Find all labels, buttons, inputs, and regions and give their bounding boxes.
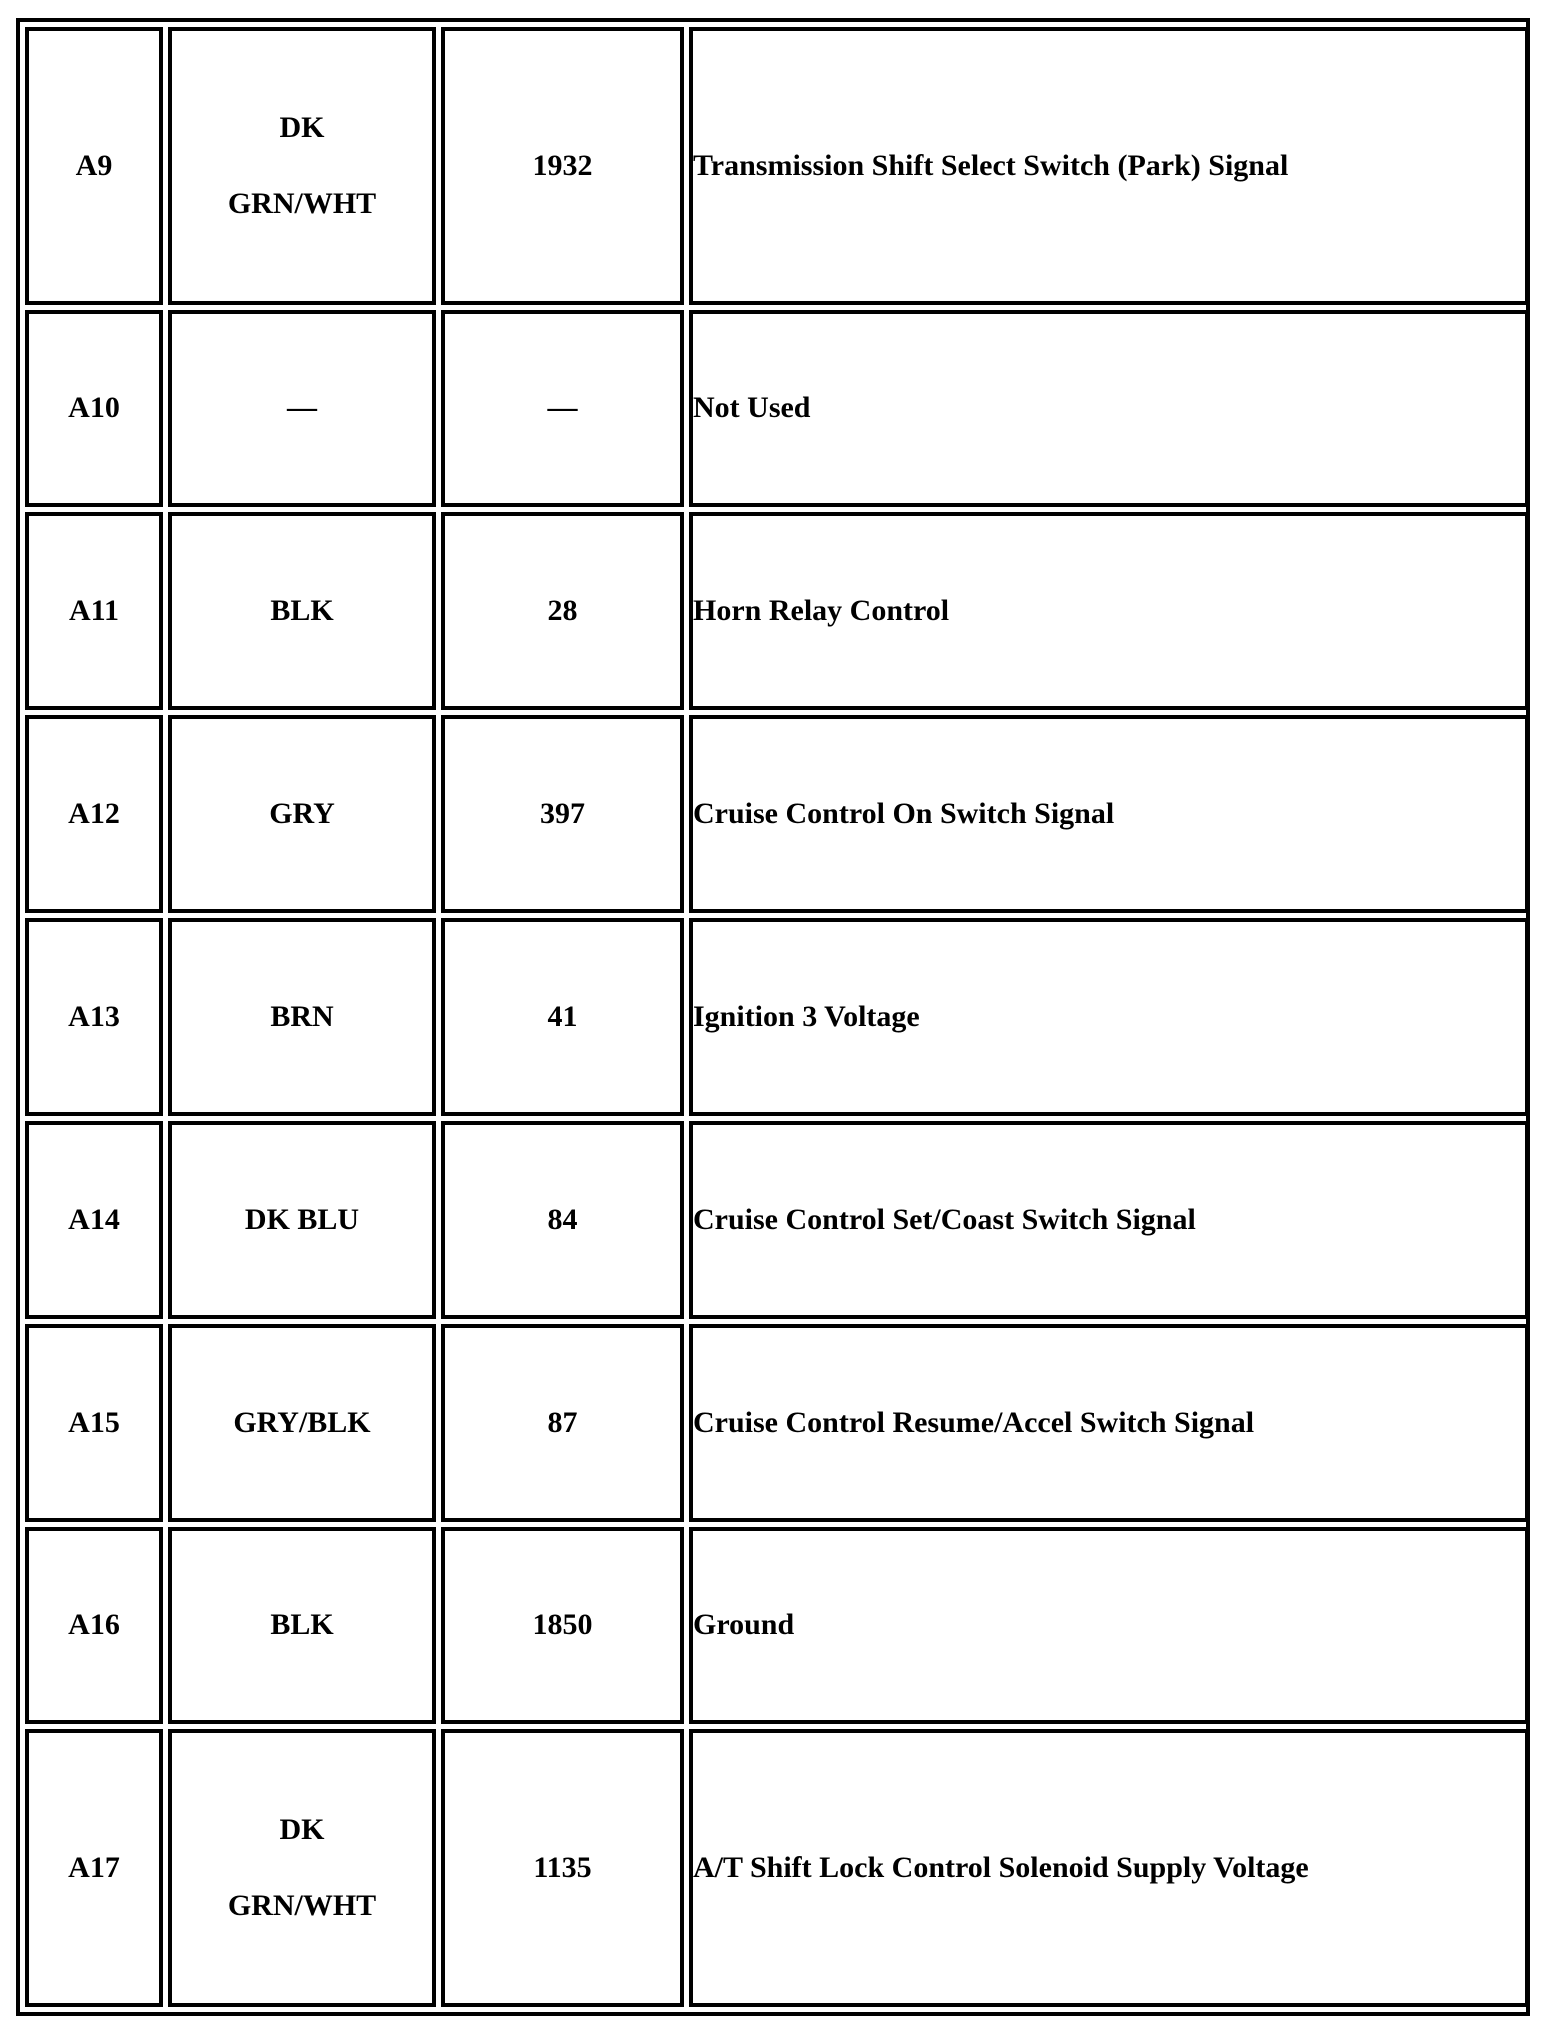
wire-color-cell bbox=[168, 918, 436, 1116]
wire-color-text: DK bbox=[279, 110, 325, 144]
function-cell: Horn Relay Control bbox=[689, 512, 1529, 710]
wire-color-lines bbox=[172, 1587, 432, 1663]
wire-color-lines bbox=[172, 1182, 432, 1258]
pin-cell: A10 bbox=[25, 310, 163, 508]
circuit-number-cell: 1932 bbox=[441, 27, 684, 305]
pin-cell: A11 bbox=[25, 512, 163, 710]
pin-cell: A13 bbox=[25, 918, 163, 1116]
wire-color-lines bbox=[172, 979, 432, 1055]
function-cell: Ground bbox=[689, 1527, 1529, 1725]
wire-color-text: BLK bbox=[270, 1608, 334, 1642]
function-cell: Cruise Control Resume/Accel Switch Signal bbox=[689, 1324, 1529, 1522]
circuit-number-cell: — bbox=[441, 310, 684, 508]
circuit-number-cell: 1135 bbox=[441, 1729, 684, 2007]
circuit-number-cell: 28 bbox=[441, 512, 684, 710]
pin-cell: A9 bbox=[25, 27, 163, 305]
table-row bbox=[25, 1324, 1529, 1522]
function-cell: A/T Shift Lock Control Solenoid Supply Voltage bbox=[689, 1729, 1529, 2007]
table-row bbox=[25, 512, 1529, 710]
wire-color-lines bbox=[172, 90, 432, 242]
wire-color-cell bbox=[168, 715, 436, 913]
function-cell: Ignition 3 Voltage bbox=[689, 918, 1529, 1116]
function-cell: Not Used bbox=[689, 310, 1529, 508]
function-cell: Transmission Shift Select Switch (Park) Signal bbox=[689, 27, 1529, 305]
wire-color-text: DK bbox=[279, 1813, 325, 1847]
circuit-number-cell: 1850 bbox=[441, 1527, 684, 1725]
table-row bbox=[25, 918, 1529, 1116]
table-row bbox=[25, 27, 1529, 305]
wire-color-text: BRN bbox=[270, 999, 334, 1033]
table-row bbox=[25, 1729, 1529, 2007]
table-row bbox=[25, 1121, 1529, 1319]
wire-color-lines bbox=[172, 370, 432, 446]
function-cell: Cruise Control Set/Coast Switch Signal bbox=[689, 1121, 1529, 1319]
wire-color-cell bbox=[168, 310, 436, 508]
wire-color-cell bbox=[168, 1729, 436, 2007]
pin-cell: A16 bbox=[25, 1527, 163, 1725]
pin-cell: A14 bbox=[25, 1121, 163, 1319]
wire-color-cell bbox=[168, 1121, 436, 1319]
wire-color-lines bbox=[172, 573, 432, 649]
wire-color-text: GRY/BLK bbox=[233, 1405, 371, 1439]
circuit-number-cell: 87 bbox=[441, 1324, 684, 1522]
wire-color-text: GRY bbox=[269, 797, 335, 831]
wire-color-lines bbox=[172, 1385, 432, 1461]
connector-pinout-table-frame bbox=[16, 18, 1530, 2016]
connector-pinout-table bbox=[20, 22, 1534, 2012]
wire-color-text: GRN/WHT bbox=[227, 1889, 377, 1923]
wire-color-lines bbox=[172, 776, 432, 852]
wire-color-text: DK BLU bbox=[244, 1202, 360, 1236]
wire-color-cell bbox=[168, 1527, 436, 1725]
wire-color-text: — bbox=[287, 391, 317, 425]
wire-color-cell bbox=[168, 27, 436, 305]
circuit-number-cell: 397 bbox=[441, 715, 684, 913]
wire-color-text: GRN/WHT bbox=[227, 186, 377, 220]
pin-cell: A15 bbox=[25, 1324, 163, 1522]
wire-color-text: BLK bbox=[270, 594, 334, 628]
table-row bbox=[25, 715, 1529, 913]
wire-color-lines bbox=[172, 1792, 432, 1944]
circuit-number-cell: 41 bbox=[441, 918, 684, 1116]
pin-cell: A17 bbox=[25, 1729, 163, 2007]
table-row bbox=[25, 310, 1529, 508]
function-cell: Cruise Control On Switch Signal bbox=[689, 715, 1529, 913]
pin-cell: A12 bbox=[25, 715, 163, 913]
table-body bbox=[25, 27, 1529, 2007]
wire-color-cell bbox=[168, 1324, 436, 1522]
wire-color-cell bbox=[168, 512, 436, 710]
circuit-number-cell: 84 bbox=[441, 1121, 684, 1319]
table-row bbox=[25, 1527, 1529, 1725]
